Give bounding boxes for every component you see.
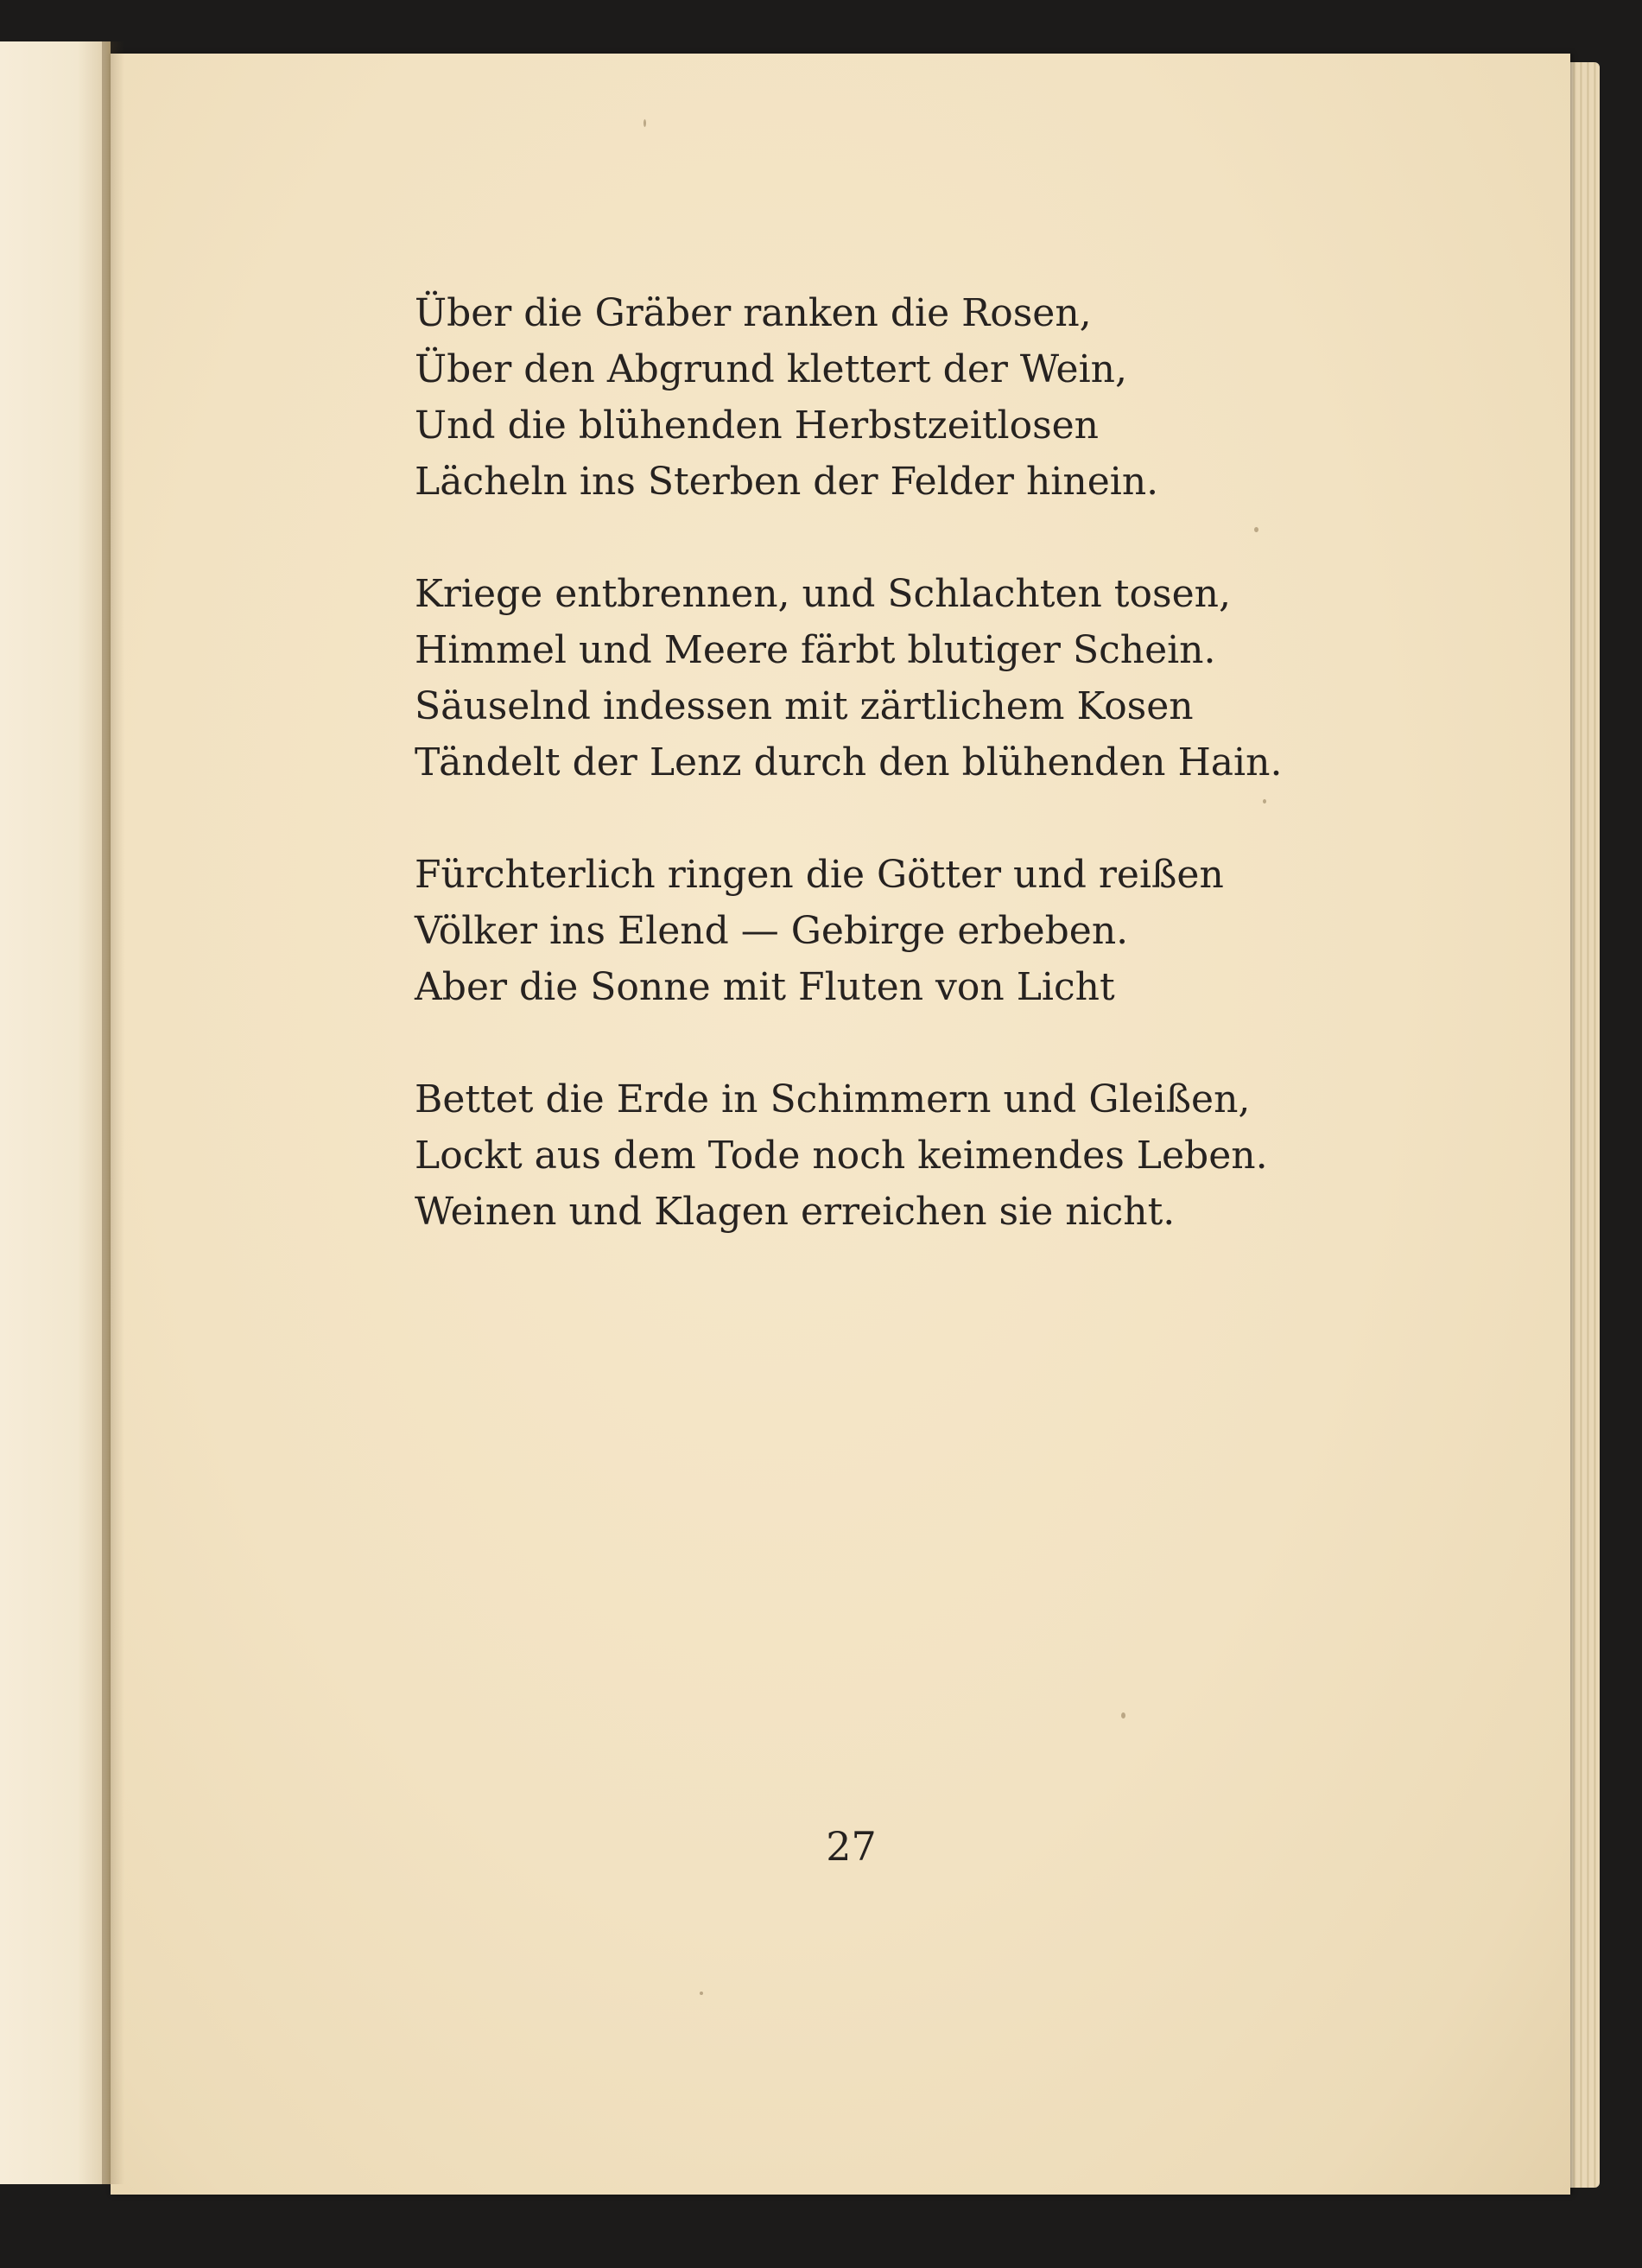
poem-line: Himmel und Meere färbt blutiger Schein. [415,628,1216,672]
poem-line: Aber die Sonne mit Fluten von Licht [415,965,1115,1009]
poem-line: Und die blühenden Herbstzeitlosen [415,403,1100,448]
poem-line: Lockt aus dem Tode noch keimendes Leben. [415,1134,1268,1178]
poem-line: Säuselnd indessen mit zärtlichem Kosen [415,684,1194,728]
page-number: 27 [826,1823,877,1870]
poem-line: Völker ins Elend — Gebirge erbeben. [415,909,1129,953]
poem-line: Tändelt der Lenz durch den blühenden Hain. [415,740,1283,785]
stanza-4 [415,1071,1278,1240]
paper-speck [700,1992,703,1995]
stanza-2 [415,566,1283,791]
paper-speck [1254,527,1258,532]
paper-speck [1263,799,1266,804]
poem-line: Bettet die Erde in Schimmern und Gleißen, [415,1077,1251,1121]
poem-line: Über die Gräber ranken die Rosen, [415,291,1092,335]
stanza-1 [415,285,1278,510]
paper-speck [643,119,646,127]
poem-line: Fürchterlich ringen die Götter und reißen [415,853,1224,897]
stanza-3 [415,847,1278,1015]
poem [415,285,1283,1240]
poem-line: Kriege entbrennen, und Schlachten tosen, [415,572,1231,616]
paper-speck [1121,1712,1125,1718]
poem-line: Lächeln ins Sterben der Felder hinein. [415,460,1159,504]
poem-line: Über den Abgrund klettert der Wein, [415,347,1127,391]
poem-line: Weinen und Klagen erreichen sie nicht. [415,1190,1176,1234]
